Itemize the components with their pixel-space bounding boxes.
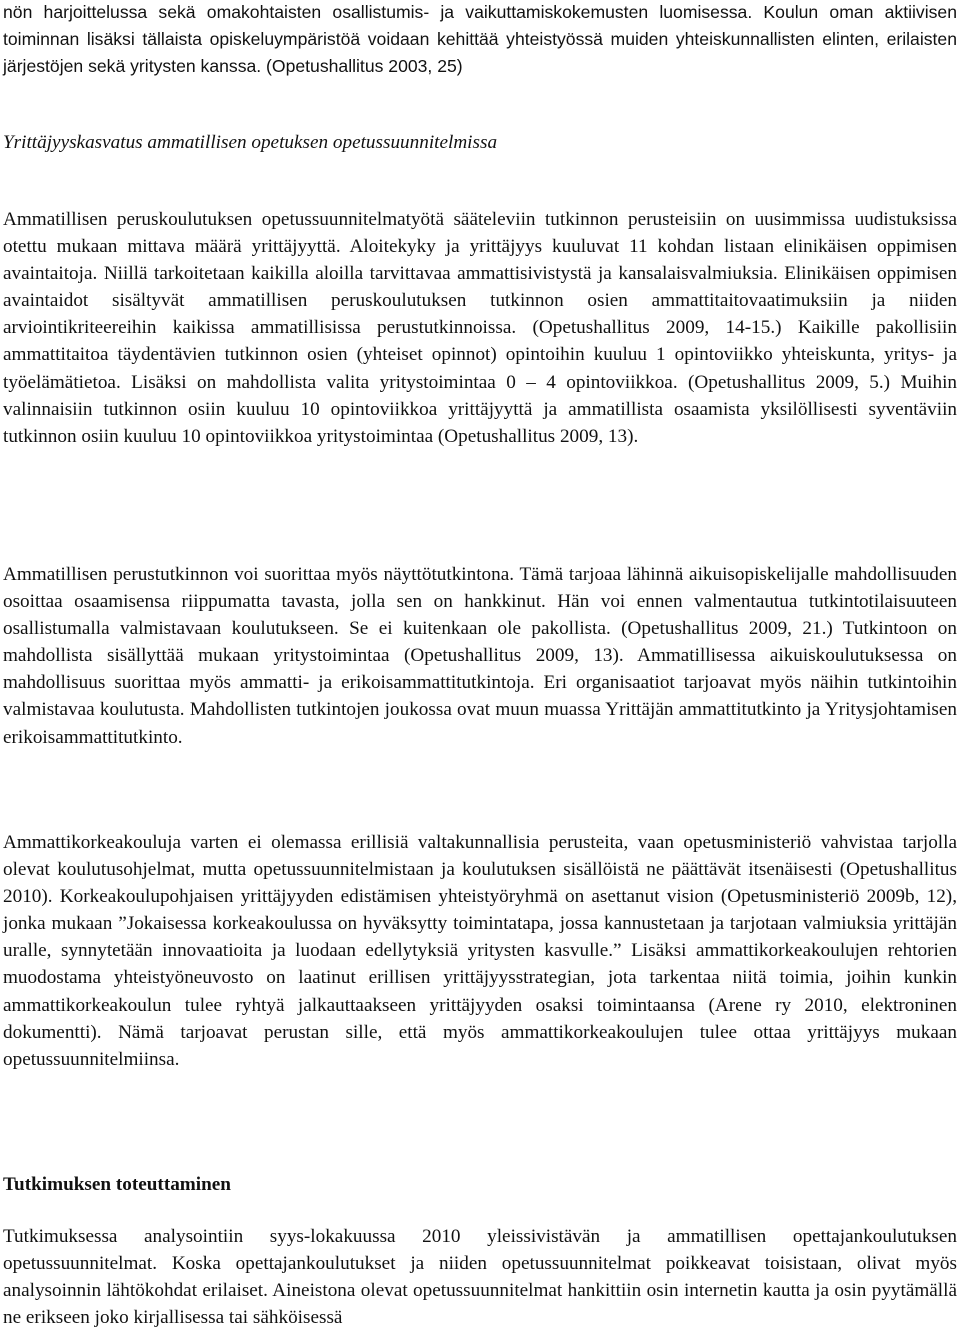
section-heading-research-implementation: Tutkimuksen toteuttaminen xyxy=(3,1174,231,1195)
intro-paragraph: nön harjoittelussa sekä omakohtaisten osallistumis- ja vaikuttamiskokemusten luomisessa. Koulun oman aktiivisen toiminnan lisäksi tällaista opiskeluympäristöä voidaan kehittää yhteistyössä muiden yhteiskunnallisten elinten, erilaisten järjestöjen sekä yritysten kanssa. (Opetushallitus 2003, 25) xyxy=(3,2,957,77)
paragraph-vocational-curriculum: Ammatillisen peruskoulutuksen opetussuunnitelmatyötä sääteleviin tutkinnon perusteisiin on uusimmissa uudistuksissa otettu mukaan mittava määrä yrittäjyyttä. Aloitekyky ja yrittäjyys kuuluvat 11 kohdan listaan elinikäisen oppimisen avaintaitoja. Niillä tarkoitetaan kaikilla aloilla tarvittavaa ammattisivistystä ja kansalaisvalmiuksia. Elinikäisen oppimisen avaintaidot sisältyvät ammatillisen peruskoulutuksen tutkinnon osien ammattitaitovaatimuksiin ja niiden arviointikriteereihin kaikissa ammatillisissa perustutkinnoissa. (Opetushallitus 2009, 14-15.) Kaikille pakollisiin ammattitaitoa täydentävien tutkinnon osien (yhteiset opinnot) opintoihin kuuluu 1 opintoviikko yhteiskunta, yritys- ja työelämätietoa. Lisäksi on mahdollista valita yritystoimintaa 0 – 4 opintoviikkoa. (Opetushallitus 2009, 5.) Muihin valinnaisiin tutkinnon osiin kuuluu 10 opintoviikkoa yrittäjyyttä ja ammatillista osaamista yksilöllisesti syventäviin tutkinnon osiin kuuluu 10 opintoviikkoa yritystoimintaa (Opetushallitus 2009, 13). xyxy=(3,209,957,447)
section-heading-entrepreneurship-education: Yrittäjyyskasvatus ammatillisen opetuksen opetussuunnitelmissa xyxy=(3,132,498,153)
paragraph-research-method: Tutkimuksessa analysointiin syys-lokakuussa 2010 yleissivistävän ja ammatillisen opettajankoulutuksen opetussuunnitelmat. Koska opettajankoulutukset ja niiden opetussuunnitelmat poikkeavat toisistaan, olivat myös analysoinnin lähtökohdat erilaiset. Aineistona olevat opetussuunnitelmat hankittiin osin internetin kautta ja osin pyytämällä ne erikseen joko kirjallisessa tai sähköisessä xyxy=(3,1226,957,1329)
paragraph-universities-of-applied-sciences: Ammattikorkeakouluja varten ei olemassa erillisiä valtakunnallisia perusteita, vaan opetusministeriö vahvistaa tarjolla olevat koulutusohjelmat, mutta opetussuunnitelmistaan ja koulutuksen sisällöistä ne päättävät itsenäisesti (Opetushallitus 2010). Korkeakoulupohjaisen yrittäjyyden edistämisen yhteistyöryhmä on asettanut vision (Opetusministeriö 2009b, 12), jonka mukaan ”Jokaisessa korkeakoulussa on hyväksytty toimintatapa, jossa kannustetaan ja tarjotaan valmiuksia yrittäjän uralle, synnytetään innovaatioita ja luodaan edellytyksiä yritysten kasvulle.” Lisäksi ammattikorkeakoulujen rehtorien muodostama yhteistyöneuvosto on laatinut erillisen yrittäjyysstrategian, jota tarkentaa niitä toimia, joihin kunkin ammattikorkeakoulun tulee ryhtyä jalkauttaakseen yrittäjyyden osaksi toimintaansa (Arene ry 2010, elektroninen dokumentti). Nämä tarjoavat perustan sille, että myös ammattikorkeakoulujen tulee ottaa yrittäjyys mukaan opetussuunnitelmiinsa. xyxy=(3,832,957,1070)
paragraph-competence-based-qualification: Ammatillisen perustutkinnon voi suorittaa myös näyttötutkintona. Tämä tarjoaa lähinnä aikuisopiskelijalle mahdollisuuden osoittaa osaamisensa riippumatta tavasta, jolla sen on hankkinut. Hän voi ennen valmentautua tutkintotilaisuuteen osallistumalla valmistavaan koulutukseen. Se ei kuitenkaan ole pakollista. (Opetushallitus 2009, 21.) Tutkintoon on mahdollista sisällyttää mukaan yritystoimintaa (Opetushallitus 2009, 13). Ammatillisessa aikuiskoulutuksessa on mahdollisuus suorittaa myös ammatti- ja erikoisammattitutkintoja. Eri organisaatiot tarjoavat myös näihin tutkintoihin valmistavaa koulutusta. Mahdollisten tutkintojen joukossa ovat muun muassa Yrittäjän ammattitutkinto ja Yritysjohtamisen erikoisammattitutkinto. xyxy=(3,564,957,748)
